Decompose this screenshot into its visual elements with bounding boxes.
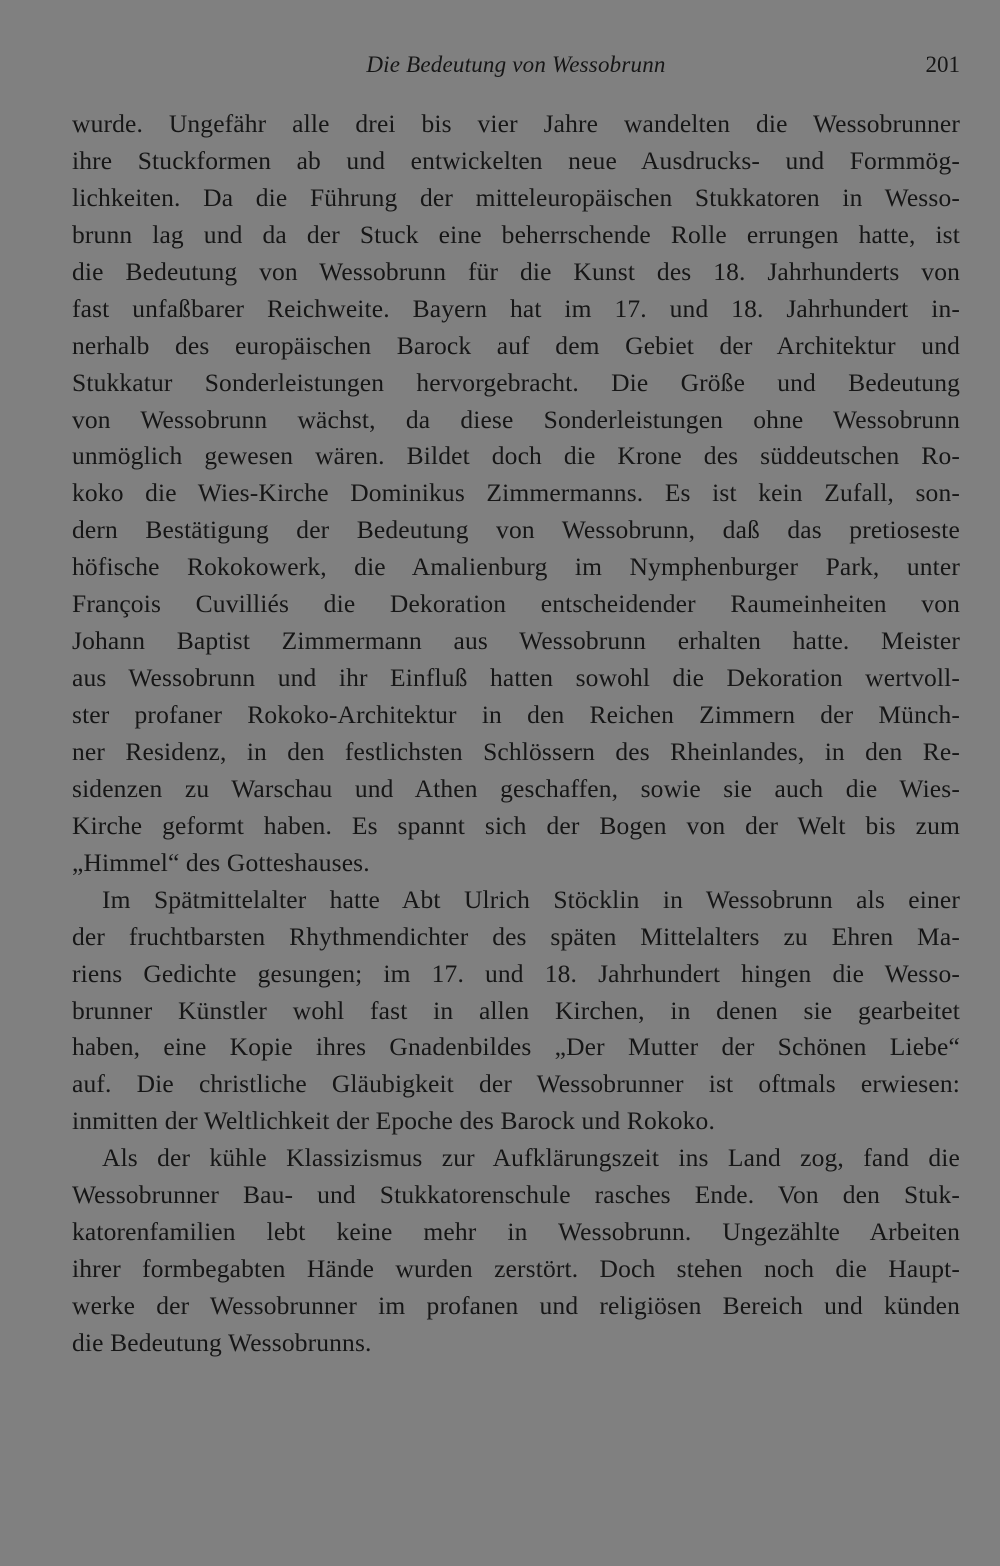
paragraph (72, 106, 960, 882)
text-line: ster profaner Rokoko-Architektur in den Reichen Zimmern der Münch- (72, 700, 960, 729)
text-line: brunn lag und da der Stuck eine beherrschende Rolle errungen hatte, ist (72, 219, 960, 249)
text-line: höfische Rokokowerk, die Amalienburg im Nymphenburger Park, unter (72, 552, 960, 582)
text-line: fast unfaßbarer Reichweite. Bayern hat im 17. und 18. Jahrhundert in- (72, 293, 960, 323)
text-line: die Bedeutung Wessobrunns. (72, 1327, 372, 1357)
text-line: Im Spätmittelalter hatte Abt Ulrich Stöcklin in Wessobrunn als einer (102, 884, 960, 914)
text-line: sidenzen zu Warschau und Athen geschaffen, sowie sie auch die Wies- (72, 773, 960, 803)
text-line: Wessobrunner Bau- und Stukkatorenschule rasches Ende. Von den Stuk- (72, 1180, 960, 1210)
text-line: brunner Künstler wohl fast in allen Kirchen, in denen sie gearbeitet (72, 995, 960, 1025)
paragraph (72, 1140, 960, 1362)
text-line: Stukkatur Sonderleistungen hervorgebracht. Die Größe und Bedeutung (72, 367, 960, 397)
text-line: ihre Stuckformen ab und entwickelten neue Ausdrucks- und Formmög- (72, 145, 960, 175)
text-line: nerhalb des europäischen Barock auf dem Gebiet der Architektur und (72, 330, 960, 360)
text-line: haben, eine Kopie ihres Gnadenbildes „Der Mutter der Schönen Liebe“ (72, 1032, 960, 1062)
running-title: Die Bedeutung von Wessobrunn (366, 52, 666, 77)
text-line: Als der kühle Klassizismus zur Aufklärungszeit ins Land zog, fand die (102, 1143, 960, 1173)
text-line: dern Bestätigung der Bedeutung von Wessobrunn, daß das pretioseste (72, 515, 960, 545)
text-line: koko die Wies-Kirche Dominikus Zimmermanns. Es ist kein Zufall, son- (72, 478, 960, 508)
paragraph (72, 882, 960, 1141)
text-line: wurde. Ungefähr alle drei bis vier Jahre wandelten die Wessobrunner (72, 109, 960, 138)
text-line: François Cuvilliés die Dekoration entscheidender Raumeinheiten von (72, 589, 960, 619)
text-line: unmöglich gewesen wären. Bildet doch die Krone des süddeutschen Ro- (72, 441, 960, 471)
text-line: lichkeiten. Da die Führung der mitteleuropäischen Stukkatoren in Wesso- (72, 182, 960, 212)
text-line: der fruchtbarsten Rhythmendichter des späten Mittelalters zu Ehren Ma- (72, 921, 960, 951)
text-line: ihrer formbegabten Hände wurden zerstört. Doch stehen noch die Haupt- (72, 1254, 960, 1284)
text-line: von Wessobrunn wächst, da diese Sonderleistungen ohne Wessobrunn (72, 404, 960, 434)
text-line: aus Wessobrunn und ihr Einfluß hatten sowohl die Dekoration wertvoll- (72, 663, 960, 693)
body-text (72, 106, 960, 1362)
page-number: 201 (925, 52, 960, 77)
text-line: inmitten der Weltlichkeit der Epoche des Barock und Rokoko. (72, 1106, 715, 1136)
text-line: katorenfamilien lebt keine mehr in Wessobrunn. Ungezählte Arbeiten (72, 1217, 960, 1247)
text-line: Kirche geformt haben. Es spannt sich der Bogen von der Welt bis zum (72, 810, 960, 840)
text-line: „Himmel“ des Gotteshauses. (72, 847, 370, 877)
text-line: auf. Die christliche Gläubigkeit der Wessobrunner ist oftmals erwiesen: (72, 1069, 960, 1099)
text-line: die Bedeutung von Wessobrunn für die Kunst des 18. Jahrhunderts von (72, 256, 960, 286)
text-line: riens Gedichte gesungen; im 17. und 18. Jahrhundert hingen die Wesso- (72, 958, 960, 988)
running-head (72, 48, 960, 82)
text-line: ner Residenz, in den festlichsten Schlössern des Rheinlandes, in den Re- (72, 736, 960, 766)
text-line: werke der Wessobrunner im profanen und religiösen Bereich und künden (72, 1291, 960, 1320)
text-line: Johann Baptist Zimmermann aus Wessobrunn erhalten hatte. Meister (72, 626, 960, 656)
